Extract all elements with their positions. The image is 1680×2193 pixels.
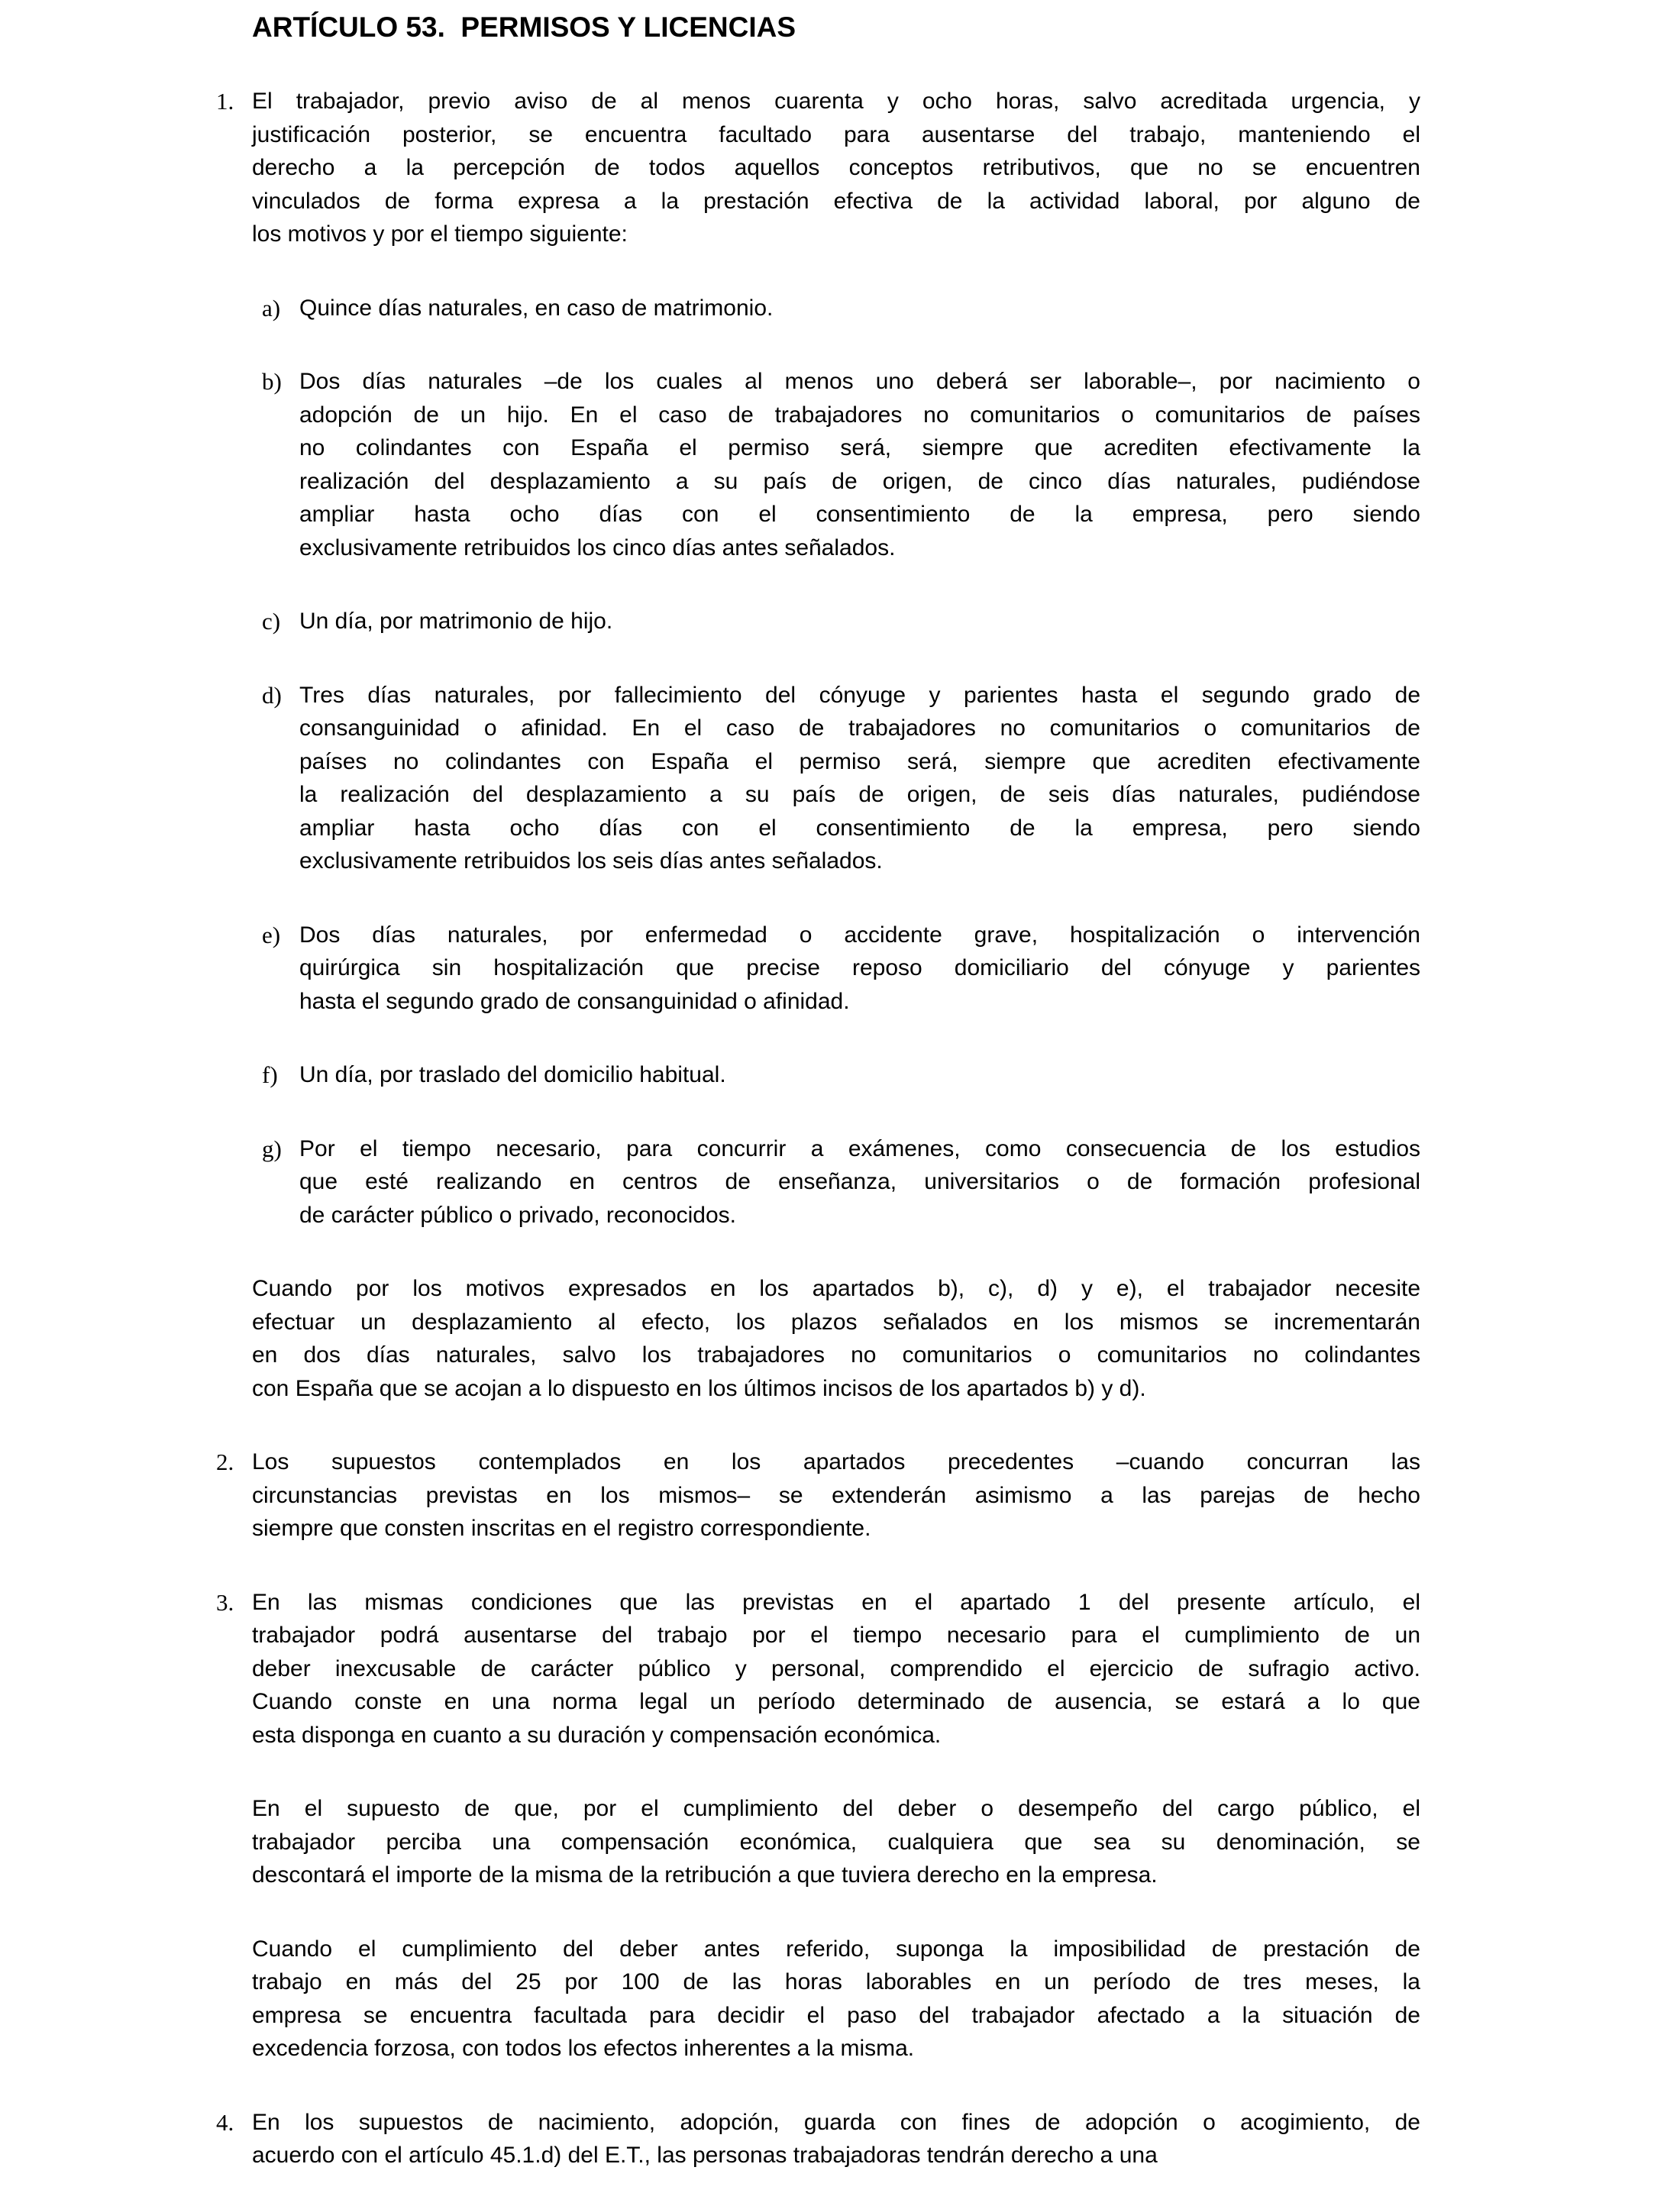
list-marker: e) <box>262 921 281 948</box>
text-line: esta disponga en cuanto a su duración y compensación económica. <box>252 1722 942 1748</box>
list-item <box>216 1586 1420 1752</box>
list-marker: d) <box>262 681 282 709</box>
text-line: El trabajador, previo aviso de al menos cuarenta y ocho horas, salvo acreditada urgencia, y <box>252 89 1420 114</box>
document-body <box>216 85 1680 2172</box>
text-line: deber inexcusable de carácter público y personal, comprendido el ejercicio de sufragio activo. <box>252 1655 1420 1681</box>
text-line: exclusivamente retribuidos los cinco días antes señalados. <box>299 535 896 560</box>
text-line: circunstancias previstas en los mismos– se extenderán asimismo a las parejas de hecho <box>252 1482 1420 1508</box>
paragraph <box>252 1933 1420 2065</box>
text-line: que esté realizando en centros de enseñanza, universitarios o de formación profesional <box>299 1169 1420 1194</box>
list-marker: c) <box>262 608 281 635</box>
list-item <box>216 2106 1420 2172</box>
text-line: quirúrgica sin hospitalización que precise reposo domiciliario del cónyuge y parientes <box>299 955 1420 980</box>
text-line: exclusivamente retribuidos los seis días antes señalados. <box>299 848 883 874</box>
text-line: la realización del desplazamiento a su país de origen, de seis días naturales, pudiéndose <box>299 782 1420 807</box>
text-line: no colindantes con España el permiso será, siempre que acrediten efectivamente la <box>299 435 1420 460</box>
text-line: Un día, por matrimonio de hijo. <box>299 609 613 634</box>
text-line: los motivos y por el tiempo siguiente: <box>252 221 628 247</box>
text-line: Cuando el cumplimiento del deber antes referido, suponga la imposibilidad de prestación de <box>252 1936 1420 1962</box>
list-item <box>252 1058 1420 1092</box>
text-line: Cuando conste en una norma legal un período determinado de ausencia, se estará a lo que <box>252 1689 1420 1714</box>
text-line: En las mismas condiciones que las previstas en el apartado 1 del presente artículo, el <box>252 1589 1420 1615</box>
text-line: con España que se acojan a lo dispuesto en los últimos incisos de los apartados b) y d). <box>252 1375 1146 1401</box>
text-line: países no colindantes con España el permiso será, siempre que acrediten efectivamente <box>299 748 1420 774</box>
list-item <box>252 605 1420 638</box>
text-line: Cuando por los motivos expresados en los apartados b), c), d) y e), el trabajador necesite <box>252 1276 1420 1301</box>
text-line: acuerdo con el artículo 45.1.d) del E.T., las personas trabajadoras tendrán derecho a una <box>252 2143 1158 2168</box>
text-line: siempre que consten inscritas en el registro correspondiente. <box>252 1516 871 1541</box>
list-marker: 3. <box>216 1588 234 1616</box>
list-marker: 2. <box>216 1449 234 1475</box>
text-line: derecho a la percepción de todos aquellos conceptos retributivos, que no se encuentren <box>252 155 1420 180</box>
text-line: trabajo en más del 25 por 100 de las horas laborables en un período de tres meses, la <box>252 1969 1420 1994</box>
list-marker: b) <box>262 368 282 395</box>
text-line: trabajador perciba una compensación económica, cualquiera que sea su denominación, se <box>252 1829 1420 1855</box>
text-line: descontará el importe de la misma de la retribución a que tuviera derecho en la empresa. <box>252 1862 1158 1888</box>
text-line: adopción de un hijo. En el caso de trabajadores no comunitarios o comunitarios de países <box>299 402 1420 428</box>
text-line: trabajador podrá ausentarse del trabajo por el tiempo necesario para el cumplimiento de un <box>252 1623 1420 1648</box>
list-item <box>252 365 1420 564</box>
text-line: ampliar hasta ocho días con el consentimiento de la empresa, pero siendo <box>299 502 1420 527</box>
list-marker: 4. <box>216 2108 234 2136</box>
text-line: Los supuestos contemplados en los apartados precedentes –cuando concurran las <box>252 1449 1420 1474</box>
article-title: ARTÍCULO 53. PERMISOS Y LICENCIAS <box>252 11 796 43</box>
text-line: Dos días naturales, por enfermedad o accidente grave, hospitalización o intervención <box>299 922 1420 948</box>
text-line: empresa se encuentra facultada para decidir el paso del trabajador afectado a la situación de <box>252 2002 1420 2028</box>
list-marker: f) <box>262 1061 278 1088</box>
text-line: hasta el segundo grado de consanguinidad o afinidad. <box>299 988 850 1014</box>
text-line: de carácter público o privado, reconocidos. <box>299 1202 736 1228</box>
text-line: excedencia forzosa, con todos los efectos inherentes a la misma. <box>252 2036 915 2061</box>
list-marker: a) <box>262 294 281 321</box>
list-item <box>252 1132 1420 1232</box>
list-item <box>216 1445 1420 1545</box>
text-line: Tres días naturales, por fallecimiento del cónyuge y parientes hasta el segundo grado de <box>299 682 1420 708</box>
text-line: Quince días naturales, en caso de matrimonio. <box>299 295 774 321</box>
list-item <box>252 919 1420 1019</box>
list-marker: g) <box>262 1135 282 1162</box>
text-line: justificación posterior, se encuentra facultado para ausentarse del trabajo, manteniendo el <box>252 121 1420 147</box>
list-item <box>252 292 1420 325</box>
text-line: vinculados de forma expresa a la prestación efectiva de la actividad laboral, por alguno de <box>252 188 1420 214</box>
text-line: consanguinidad o afinidad. En el caso de trabajadores no comunitarios o comunitarios de <box>299 715 1420 741</box>
list-marker: 1. <box>216 88 234 115</box>
paragraph <box>252 1792 1420 1892</box>
text-line: ampliar hasta ocho días con el consentimiento de la empresa, pero siendo <box>299 815 1420 841</box>
text-line: En los supuestos de nacimiento, adopción, guarda con fines de adopción o acogimiento, de <box>252 2109 1420 2135</box>
text-line: realización del desplazamiento a su país de origen, de cinco días naturales, pudiéndose <box>299 468 1420 494</box>
text-line: Dos días naturales –de los cuales al menos uno deberá ser laborable–, por nacimiento o <box>299 369 1420 394</box>
list-item <box>252 679 1420 878</box>
text-line: en dos días naturales, salvo los trabajadores no comunitarios o comunitarios no colindantes <box>252 1342 1420 1368</box>
list-item <box>216 85 1420 251</box>
paragraph <box>252 1272 1420 1405</box>
text-line: Un día, por traslado del domicilio habitual. <box>299 1062 726 1087</box>
text-line: efectuar un desplazamiento al efecto, los plazos señalados en los mismos se incrementarán <box>252 1309 1420 1335</box>
text-line: En el supuesto de que, por el cumplimiento del deber o desempeño del cargo público, el <box>252 1796 1420 1821</box>
text-line: Por el tiempo necesario, para concurrir a exámenes, como consecuencia de los estudios <box>299 1135 1420 1161</box>
